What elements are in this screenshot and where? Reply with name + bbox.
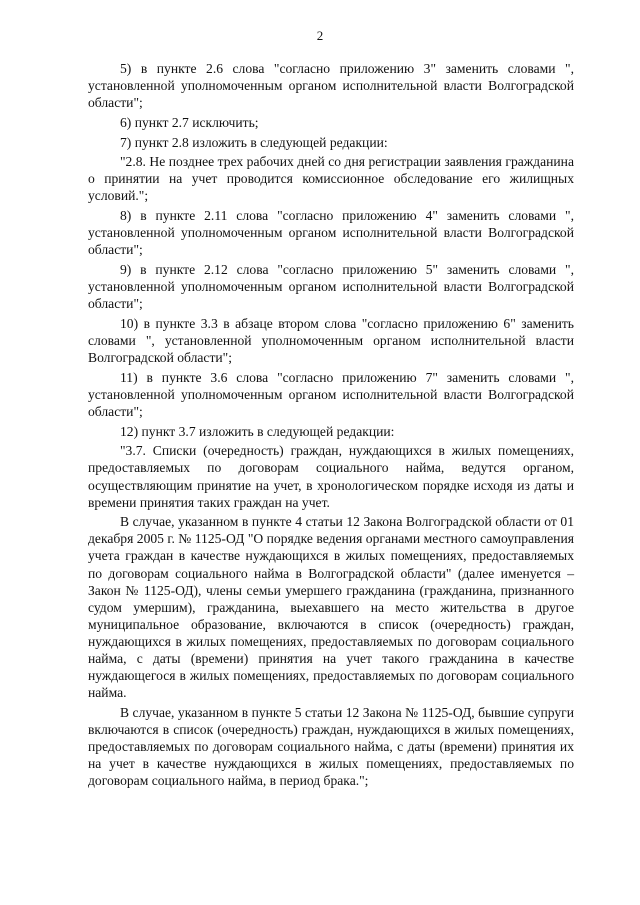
paragraph-item-9: 9) в пункте 2.12 слова "согласно приложению 5" заменить словами ", установленной уполномоченным органом исполнительной власти Волгоградской области"; [88,262,574,312]
page-number: 2 [316,28,324,43]
paragraph-item-12: 12) пункт 3.7 изложить в следующей редакции: [120,423,395,439]
case-paragraph-5: В случае, указанном в пункте 5 статьи 12 Закона № 1125-ОД, бывшие супруги включаются в список (очередность) граждан, нуждающихся в жилых помещениях, предоставляемых по договорам социального найма, с даты (времени) принятия их на учет в качестве нуждающихся в жилых помещениях, предоставляемых по договорам социального найма, в период брака."; [88,704,574,789]
quoted-clause-3-7: "3.7. Списки (очередность) граждан, нуждающихся в жилых помещениях, предоставляемых по договорам социального найма, ведутся органом, осуществляющим принятие на учет, в хронологическом порядке исходя из даты и времени принятия таких граждан на учет. [88,443,574,510]
paragraph-item-10: 10) в пункте 3.3 в абзаце втором слова "согласно приложению 6" заменить словами ", установленной уполномоченным органом исполнительной власти Волгоградской области"; [88,315,574,366]
paragraph-item-8: 8) в пункте 2.11 слова "согласно приложению 4" заменить словами ", установленной уполномоченным органом исполнительной власти Волгоградской области"; [88,208,574,258]
paragraph-item-6: 6) пункт 2.7 исключить; [120,114,259,130]
case-paragraph-4: В случае, указанном в пункте 4 статьи 12 Закона Волгоградской области от 01 декабря 2005 г. № 1125-ОД "О порядке ведения органами местного самоуправления учета граждан в качестве нуждающихся в жилых помещениях, предоставляемых по договорам социального найма в Волгоградской области" (далее именуется – Закон № 1125-ОД), члены семьи умершего гражданина (гражданина, признанного судом умершим), гражданина, выехавшего на место жительства в другое муниципальное образование, включаются в список (очередность) граждан, нуждающихся в жилых помещениях, предоставляемых по договорам социального найма, с даты (времени) принятия на учет такого гражданина в качестве нуждающегося в жилых помещениях, предоставляемых по договорам социального найма. [88,514,574,701]
paragraph-item-11: 11) в пункте 3.6 слова "согласно приложению 7" заменить словами ", установленной уполномоченным органом исполнительной власти Волгоградской области"; [88,369,574,419]
document-body [88,60,574,792]
paragraph-item-5: 5) в пункте 2.6 слова "согласно приложению 3" заменить словами ", установленной уполномоченным органом исполнительной власти Волгоградской области"; [88,61,574,111]
quoted-clause-2-8: "2.8. Не позднее трех рабочих дней со дня регистрации заявления гражданина о принятии на учет проводится комиссионное обследование его жилищных условий."; [88,154,574,204]
paragraph-item-7: 7) пункт 2.8 изложить в следующей редакции: [120,134,388,150]
